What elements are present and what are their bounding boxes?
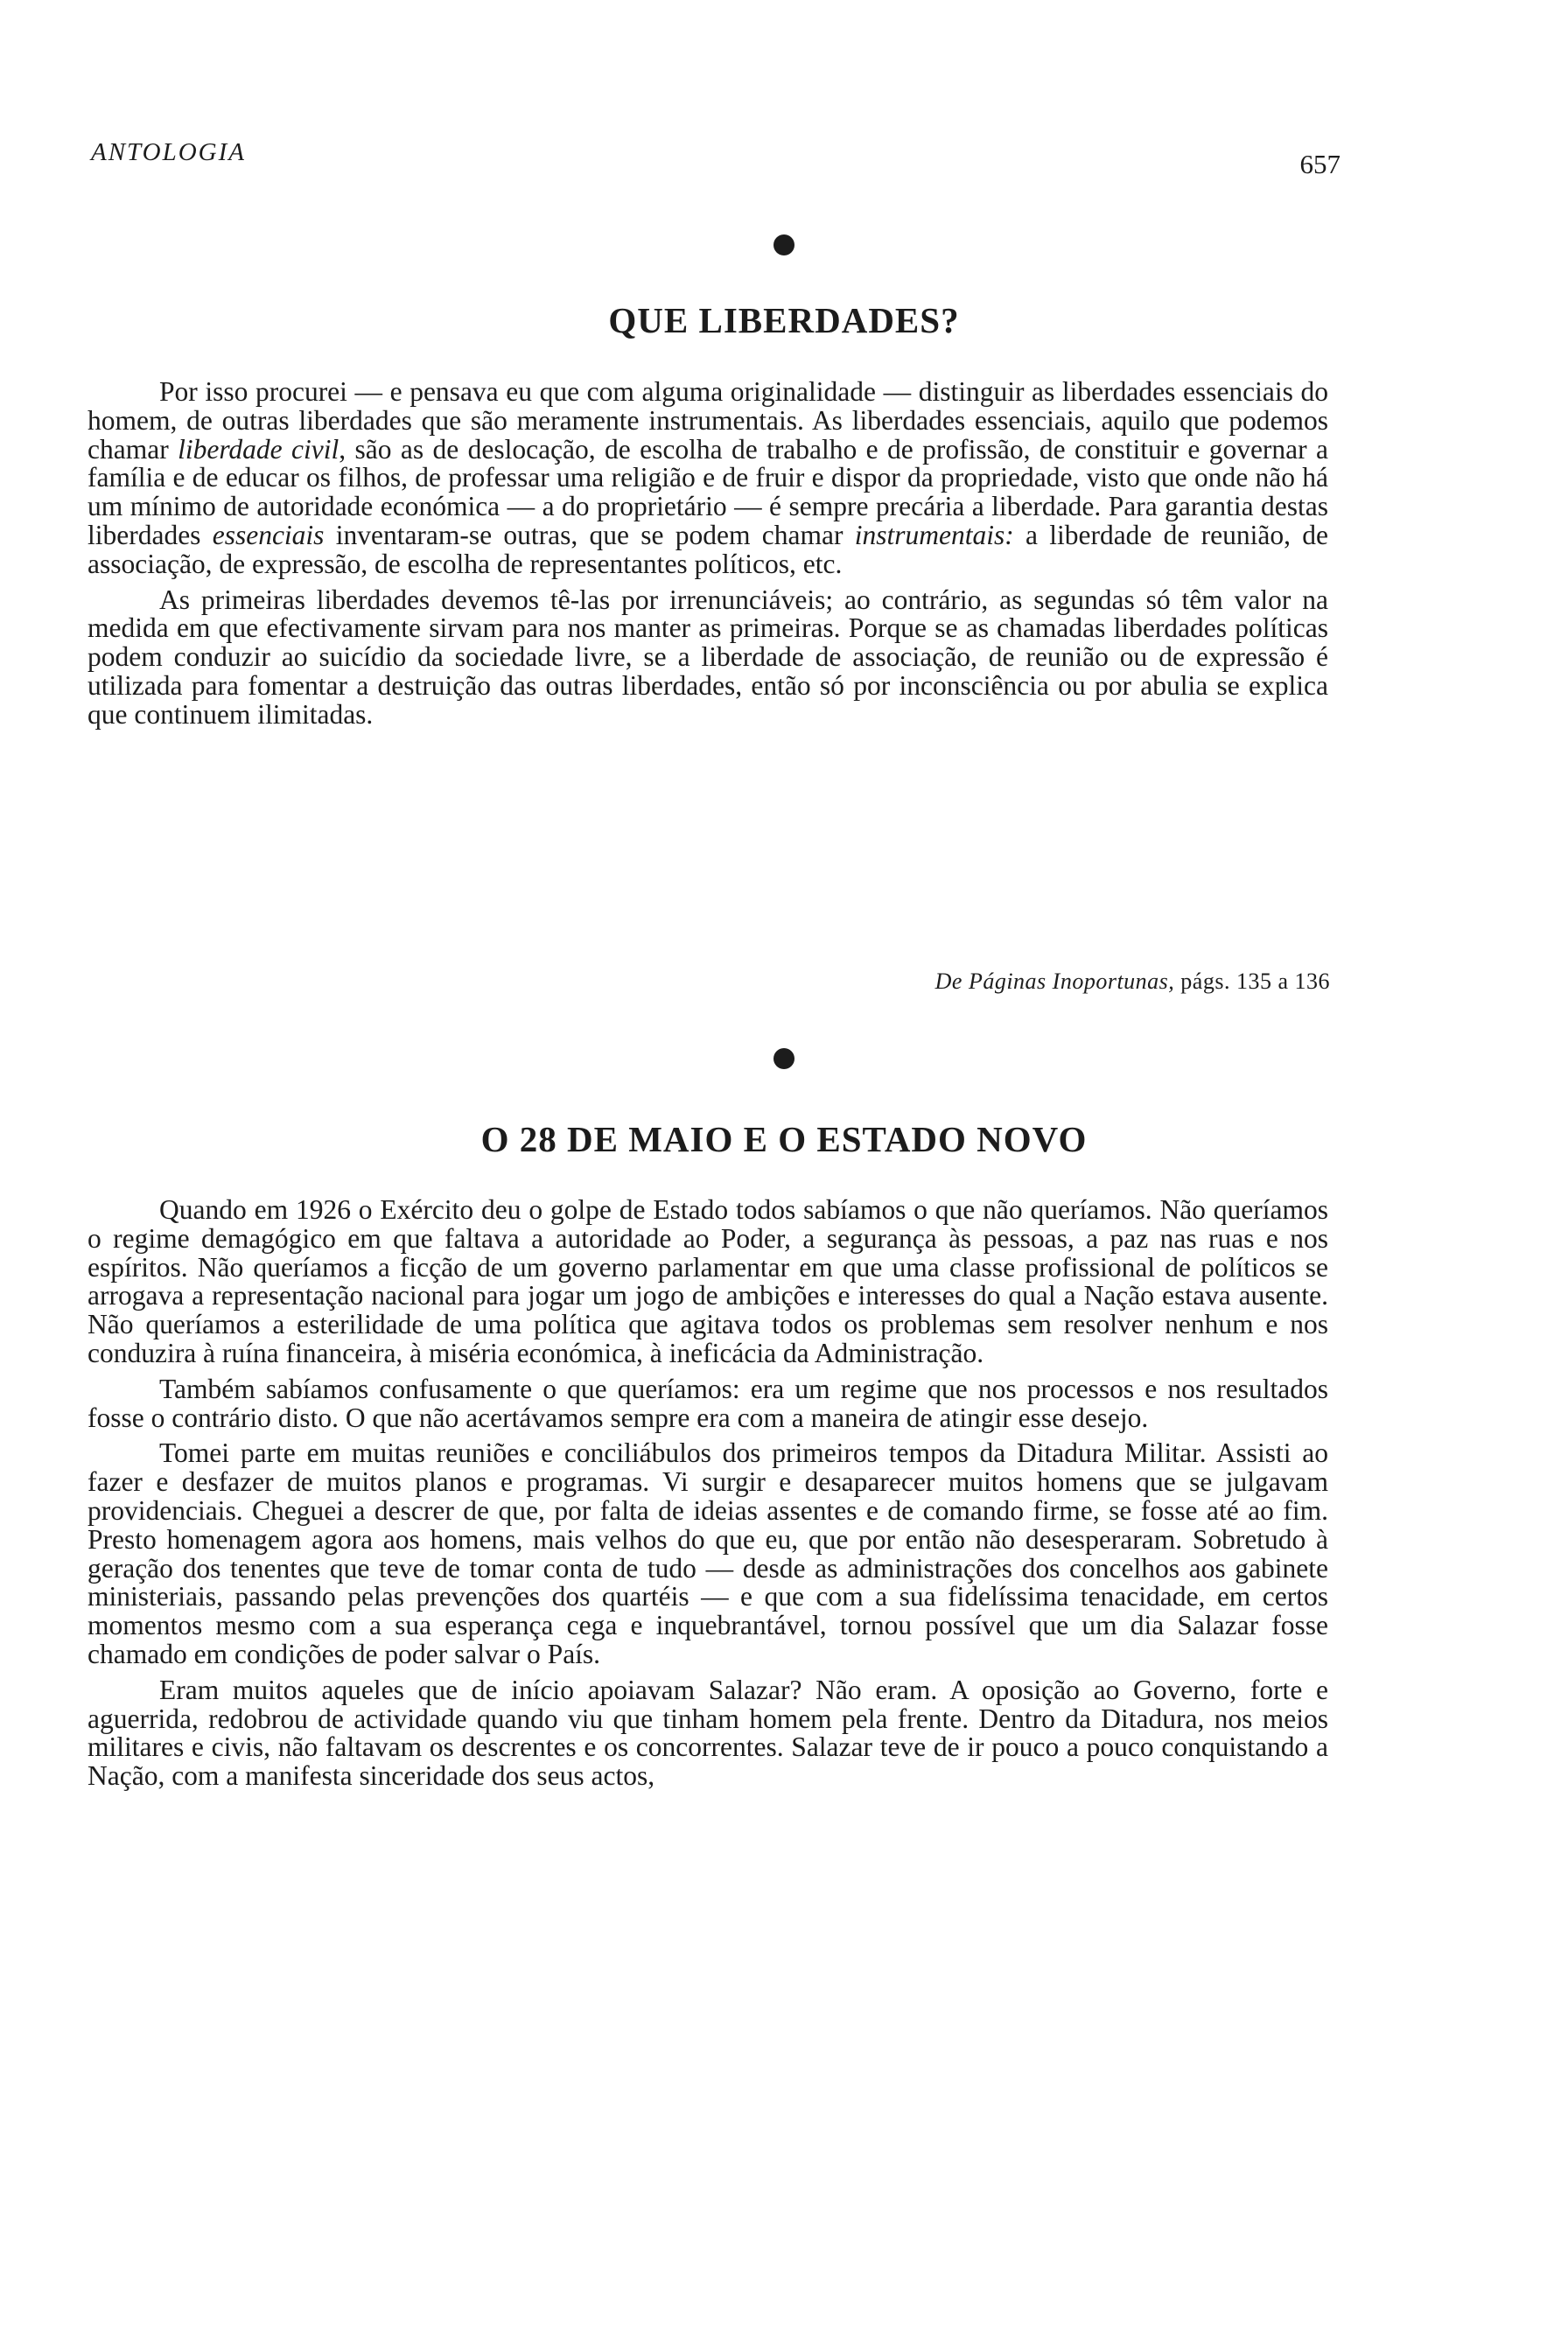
page-number: 657 xyxy=(1299,149,1340,179)
paragraph: As primeiras liberdades devemos tê-las por irrenunciáveis; ao contrário, as segundas só têm valor na medida em que efectivamente sirvam para nos manter as primeiras. Porque se as chamadas liberdades políticas podem conduzir ao suicídio da sociedade livre, se a liberdade de associação, de reunião ou de expressão é utilizada para fomentar a destruição das outras liberdades, então só por inconsciência ou por abulia se explica que continuem ilimitadas. xyxy=(88,584,1328,730)
paragraph: Eram muitos aqueles que de início apoiavam Salazar? Não eram. A oposição ao Governo, forte e aguerrida, redobrou de actividade quando viu que tinham homem pela frente. Dentro da Ditadura, nos meios militares e civis, não faltavam os descrentes e os concorrentes. Salazar teve de ir pouco a pouco conquistando a Nação, com a manifesta sinceridade dos seus actos, xyxy=(88,1674,1328,1792)
section-body-28-de-maio xyxy=(88,1196,1328,1798)
source-prefix: De xyxy=(934,969,969,994)
text-run: inventaram-se outras, que se podem chamar xyxy=(324,519,855,550)
section-body-que-liberdades xyxy=(88,378,1328,737)
source-work-title: Páginas Inoportunas, xyxy=(968,969,1175,994)
source-pages: págs. 135 a 136 xyxy=(1174,969,1330,994)
section-bullet-icon xyxy=(774,234,794,255)
running-head: ANTOLOGIA xyxy=(91,138,246,166)
emphasis: essenciais xyxy=(212,519,325,550)
emphasis: liberdade civil xyxy=(178,433,340,465)
section-bullet-icon xyxy=(774,1048,794,1069)
emphasis: instrumentais: xyxy=(854,519,1014,550)
source-citation xyxy=(935,969,1330,995)
section-title-que-liberdades: QUE LIBERDADES? xyxy=(608,300,960,340)
text-run: , são as de deslocação, de escolha de trabalho e de profissão, de constituir e governar a família e de educar os filhos, de professar uma religião e de fruir e dispor da propriedade, visto que onde não há um mínimo de autoridade económica — a do proprietário — é sempre precária a liberdade. Para garantia destas liberdades xyxy=(88,433,1329,550)
paragraph: Quando em 1926 o Exército deu o golpe de Estado todos sabíamos o que não queríamos. Não queríamos o regime demagógico em que faltava a autoridade ao Poder, a segurança às pessoas, a paz nas ruas e nos espíritos. Não queríamos a ficção de um governo parlamentar em que uma classe profissional de políticos se arrogava a representação nacional para jogar um jogo de ambições e interesses do qual a Nação estava ausente. Não queríamos a esterilidade de uma política que agitava todos os problemas sem resolver nenhum e nos conduzira à ruína financeira, à miséria económica, à ineficácia da Administração. xyxy=(88,1194,1328,1368)
paragraph: Tomei parte em muitas reuniões e conciliábulos dos primeiros tempos da Ditadura Militar. Assisti ao fazer e desfazer de muitos planos e programas. Vi surgir e desaparecer muitos homens que se julgavam providenciais. Cheguei a descrer de que, por falta de ideias assentes e de comando firme, se fosse até ao fim. Presto homenagem agora aos homens, mais velhos do que eu, que por então não desesperaram. Sobretudo à geração dos tenentes que teve de tomar conta de tudo — desde as administrações dos concelhos aos gabinete ministeriais, passando pelas prevenções dos quartéis — e que com a sua fidelíssima tenacidade, em certos momentos mesmo com a sua esperança cega e inquebrantável, tornou possível que um dia Salazar fosse chamado em condições de poder salvar o País. xyxy=(88,1437,1328,1669)
paragraph: Também sabíamos confusamente o que queríamos: era um regime que nos processos e nos resultados fosse o contrário disto. O que não acertávamos sempre era com a maneira de atingir esse desejo. xyxy=(88,1373,1328,1433)
text-run: a liberdade de reunião, de associação, de expressão, de escolha de representantes políticos, etc. xyxy=(88,519,1328,579)
section-title-28-de-maio: O 28 DE MAIO E O ESTADO NOVO xyxy=(480,1119,1088,1159)
text-run: Por isso procurei — e pensava eu que com alguma originalidade — distinguir as liberdades essenciais do homem, de outras liberdades que são meramente instrumentais. As liberdades essenciais, aquilo que podemos chamar xyxy=(88,376,1328,465)
paragraph xyxy=(88,378,1328,579)
